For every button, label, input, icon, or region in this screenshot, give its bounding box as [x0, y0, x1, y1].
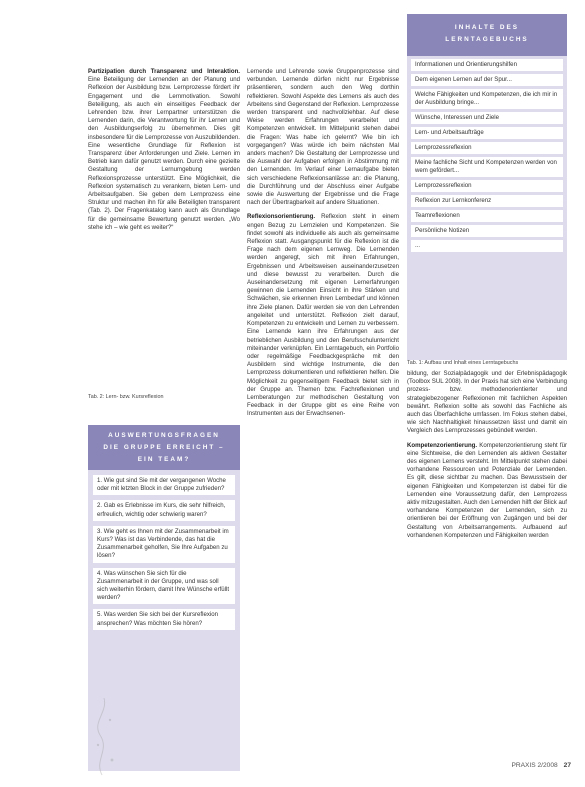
- text-column-1: [88, 68, 240, 232]
- toc-heading-line-2: LERNTAGEBUCHS: [445, 36, 529, 43]
- toc-item: ...: [411, 240, 563, 252]
- page-footer: [511, 762, 571, 769]
- question-item: 1. Wie gut sind Sie mit der vergangenen Woche oder mit letzten Block in der Gruppe zufrieden?: [93, 475, 235, 495]
- question-item: 4. Was wünschen Sie sich für die Zusammenarbeit in der Gruppe, und was soll sich weiterhin fördern, damit Ihre Wünsche erfüllt werden?: [93, 568, 235, 605]
- toc-item: Lern- und Arbeitsaufträge: [411, 127, 563, 139]
- text-column-3: [407, 370, 567, 540]
- toc-caption: Tab. 1: Aufbau und Inhalt eines Lerntagebuchs: [407, 360, 519, 366]
- journal-name: PRAXIS 2/2008: [511, 762, 558, 769]
- page-number: 27: [563, 762, 571, 769]
- questions-heading-line-3: EIN TEAM?: [137, 456, 191, 463]
- questions-caption: Tab. 2: Lern- bzw. Kursreflexion: [88, 394, 164, 400]
- lerntagebuch-contents-box: [407, 14, 567, 360]
- decorative-swirl-icon: [92, 690, 132, 780]
- toc-item: Dem eigenen Lernen auf der Spur...: [411, 74, 563, 86]
- toc-item: Persönliche Notizen: [411, 225, 563, 237]
- text-column-2: [247, 68, 399, 419]
- toc-heading: [407, 14, 567, 56]
- toc-item: Teamreflexionen: [411, 210, 563, 222]
- toc-item: Lernprozessreflexion: [411, 180, 563, 192]
- paragraph-col2-1: Lernende und Lehrende sowie Gruppenprozesse sind verbunden. Lernende dürfen nicht nur Ergebnisse präsentieren, sondern auch den Weg dorthin reflektieren. Sowohl Aspekte des Lernens als auch des Arbeitens sind Gegenstand der Reflexion. Lernprozesse werden transparent und nachvollziehbar. Auf diese Weise werden Erfahrungen verarbeitet und Kompetenzen entwickelt. Im Mittelpunkt stehen dabei die Fragen: Was habe ich gelernt? Wie bin ich vorgegangen? Was würde ich beim nächsten Mal anders machen? Die Gestaltung der Lernprozesse und die Auswahl der Aufgaben erfolgen in Abstimmung mit den Lernenden. Im Verlauf einer Lernaufgabe bieten sich verschiedene Reflexionsanlässe an: die Planung, die Durchführung und der Abschluss einer Aufgabe sowie die Auswertung der Ergebnisse und die Frage nach der Übertragbarkeit auf andere Situationen.: [247, 68, 399, 207]
- section-heading-partizipation: Partizipation durch Transparenz und Interaktion.: [88, 68, 240, 75]
- questions-heading-line-1: AUSWERTUNGSFRAGEN: [108, 432, 220, 439]
- section-heading-kompetenz: Kompetenzorientierung.: [407, 441, 478, 449]
- question-item: 5. Was werden Sie sich bei der Kursreflexion ansprechen? Was möchten Sie hören?: [93, 609, 235, 629]
- section-heading-reflexion: Reflexionsorientierung.: [247, 213, 316, 221]
- toc-item: Informationen und Orientierungshilfen: [411, 59, 563, 71]
- questions-heading: [88, 425, 240, 470]
- toc-heading-line-1: INHALTE DES: [454, 24, 520, 31]
- questions-heading-line-2: DIE GRUPPE ERREICHT –: [103, 444, 225, 451]
- question-item: 2. Gab es Erlebnisse im Kurs, die sehr hilfreich, erfreulich, wichtig oder schwierig waren?: [93, 500, 235, 520]
- question-item: 3. Wie geht es Ihnen mit der Zusammenarbeit im Kurs? Was ist das Verbindende, das hat die Zusammenarbeit geholfen, Sie Ihre Aufgaben zu lösen?: [93, 526, 235, 563]
- toc-item: Lernprozessreflexion: [411, 142, 563, 154]
- paragraph-kompetenz: Kompetenzorientierung steht für eine Sichtweise, die den Lernenden als aktiven Gestalter des eigenen Lernens versteht. Im Mittelpunkt stehen dabei vorhandene Ressourcen und Potenziale der Lernenden. Es gilt, diese sichtbar zu machen. Das Bewusstsein der eigenen Fähigkeiten und Kompetenzen ist dabei für die Lernenden eine Voraussetzung dafür, den Lernprozess aktiv mitzugestalten. Auch den Lernenden hilft der Blick auf vorhandene Kompetenzen der Lernenden, sich zu orientieren bei der Eröffnung von Zugängen und bei der Gestaltung von Arbeitsarrangements. Aufbauend auf vorhandenen Kompetenzen und Fähigkeiten werden: [407, 441, 568, 539]
- paragraph-col3-1: bildung, der Sozialpädagogik und der Erlebnispädagogik (Toolbox SUL 2008). In der Praxis hat sich eine Verbindung prozess- bzw. methodenorientierter und strategiebezogener Reflexionen mit fachlichen Aspekten bewährt. Reflexion sollte als sowohl das Fachliche als auch das Überfachliche umfassen. Im Fokus stehen dabei, wie sich Nachhaltigkeit hinaussetzen lässt und damit ein Vergleich des Lernprozesses gebündelt werden.: [407, 370, 567, 435]
- toc-item: Wünsche, Interessen und Ziele: [411, 112, 563, 124]
- toc-item: Meine fachliche Sicht und Kompetenzen werden von wem gefördert...: [411, 157, 563, 177]
- toc-item: Welche Fähigkeiten und Kompetenzen, die ich mir in der Ausbildung bringe...: [411, 89, 563, 109]
- toc-item: Reflexion zur Lernkonferenz: [411, 195, 563, 207]
- paragraph-reflexion: Reflexion steht in einem engen Bezug zu Lernzielen und Kompetenzen. Sie findet sowohl als individuelle als auch als gemeinsame Reflexion statt. Ausgangspunkt für die Reflexion ist die Frage nach dem eigenen Lernweg. Die Lernenden werden angeregt, sich mit ihren Erfahrungen, Ergebnissen und Arbeitsweisen auseinanderzusetzen und diese bewusst zu verarbeiten. Durch die Auseinandersetzung mit eigenen Lernerfahrungen gewinnen die Lernenden Einsicht in ihre Stärken und Schwächen, sie erkennen ihren Lernbedarf und können ihre Ziele planen. Dafür werden sie von den Lehrenden angeleitet und unterstützt. Reflexion zielt darauf, Kompetenzen zu entwickeln und Lernen zu verbessern. Eine Lernende kann ihre Erfahrungen aus der betrieblichen Ausbildung und den Berufsschulunterricht miteinander verknüpfen. Ein Lerntagebuch, ein Portfolio oder regelmäßige Feedbackgespräche mit den Ausbildern sind wichtige Instrumente, die den Lernprozess dokumentieren und reflektieren helfen. Die Möglichkeit zu gegenseitigem Feedback bietet sich in der Gruppe an. Themen bzw. Fachreflexionen und Lernberatungen zur methodischen Gestaltung von Feedback in der Gruppe gibt es eine Reihe von Instrumenten aus der Erwachsenen-: [247, 213, 399, 418]
- paragraph-partizipation: Eine Beteiligung der Lernenden an der Planung und Reflexion der Ausbildung bzw. Lernprozesse fördert ihr Engagement und die Lernmotivation. Sowohl Beteiligung, als auch ein einseitiges Feedback der Lehrenden bzw. ihrer Lernpartner unterstützen die Lernenden darin, die Verantwortung für ihr Lernen und den Ausbildungserfolg zu übernehmen. Dies gilt insbesondere für die Lernprozesse von Auszubildenden. Eine wesentliche Grundlage für Reflexion ist Transparenz über Anforderungen und Ziele. Lernen im Betrieb kann dafür genutzt werden. Durch eine gezielte Gestaltung der Lernumgebung werden Reflexionsprozesse unterstützt. Eine Möglichkeit, die Reflexion systematisch zu verankern, bieten Lern- und Arbeitsaufgaben. Sie geben dem Lernprozess eine Struktur und machen ihn für alle Beteiligten transparent (Tab. 2). Der Fragenkatalog kann auch als Grundlage für die gemeinsame Bewertung genutzt werden. „Wo stehe ich – wie geht es weiter?“: [88, 76, 240, 231]
